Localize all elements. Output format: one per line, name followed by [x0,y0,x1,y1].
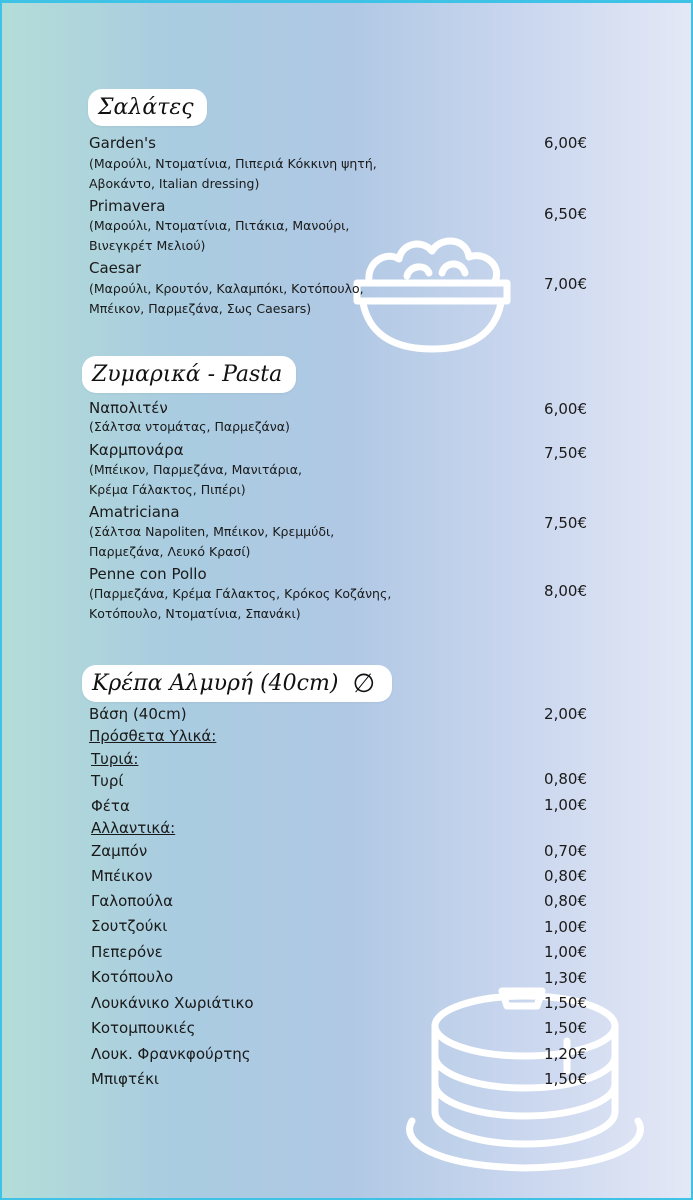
extra-price: 1,00€ [544,918,587,936]
extra-name: Τυρί [91,772,124,790]
extra-name: Λουκάνικο Χωριάτικο [91,994,254,1012]
extra-name: Κοτομπουκιές [91,1019,196,1037]
pasta-desc: Παρμεζάνα, Λευκό Κρασί) [89,544,251,559]
extra-name: Γαλοπούλα [91,892,173,910]
salads-title: Σαλάτες [98,95,194,120]
salad-name: Caesar [89,259,142,277]
extra-price: 0,70€ [544,842,587,860]
extra-price: 1,50€ [544,994,587,1012]
extra-name: Ζαμπόν [91,842,148,860]
extra-name: Μπιφτέκι [91,1070,159,1088]
extra-price: 1,00€ [544,796,587,814]
pasta-title: Ζυμαρικά - Pasta [92,362,283,387]
salad-price: 6,50€ [544,205,587,223]
cheeses-label: Τυριά: [91,750,139,768]
pasta-heading [82,356,296,393]
pasta-desc: (Σάλτσα ντομάτας, Παρμεζάνα) [89,419,290,434]
pasta-price: 6,00€ [544,400,587,418]
extra-name: Φέτα [91,797,130,815]
salad-price: 6,00€ [544,134,587,152]
salad-price: 7,00€ [544,275,587,293]
pasta-price: 7,50€ [544,444,587,462]
crepe-base-name: Βάση (40cm) [89,705,187,723]
crepe-heading [82,665,392,702]
meats-label: Αλλαντικά: [91,819,176,837]
extra-name: Μπέικον [91,867,153,885]
pasta-price: 8,00€ [544,582,587,600]
salad-bowl-icon [347,221,517,356]
salad-desc: (Μαρούλι, Κρουτόν, Καλαμπόκι, Κοτόπουλο, [89,281,364,296]
extra-price: 1,20€ [544,1045,587,1063]
salads-heading [88,89,207,126]
salad-name: Garden's [89,134,156,152]
pasta-name: Penne con Pollo [89,565,207,583]
pasta-desc: Κρέμα Γάλακτος, Πιπέρι) [89,482,246,497]
pasta-desc: (Παρμεζάνα, Κρέμα Γάλακτος, Κρόκος Κοζάνης, [89,586,392,601]
crepe-base-price: 2,00€ [544,705,587,723]
extra-price: 1,00€ [544,943,587,961]
pasta-desc: (Σάλτσα Napoliten, Μπέικον, Κρεμμύδι, [89,524,335,539]
pasta-price: 7,50€ [544,514,587,532]
extra-price: 0,80€ [544,892,587,910]
salad-desc: (Μαρούλι, Ντοματίνια, Πιπεριά Κόκκινη ψητή, [89,156,377,171]
extras-label: Πρόσθετα Υλικά: [89,727,217,745]
extra-name: Πεπερόνε [91,943,163,961]
extra-name: Κοτόπουλο [91,968,174,986]
extra-name: Λουκ. Φρανκφούρτης [91,1045,251,1063]
salad-desc: Βινεγκρέτ Μελιού) [89,238,206,253]
no-symbol-icon: ∅ [352,668,376,699]
crepe-title: Κρέπα Αλμυρή (40cm) [92,671,339,696]
extra-price: 0,80€ [544,770,587,788]
extra-name: Σουτζούκι [91,917,168,935]
salad-desc: Αβοκάντο, Italian dressing) [89,176,260,191]
pasta-name: Ναπολιτέν [89,399,168,417]
extra-price: 1,50€ [544,1070,587,1088]
extra-price: 1,30€ [544,969,587,987]
extra-price: 1,50€ [544,1019,587,1037]
pasta-desc: Κοτόπουλο, Ντοματίνια, Σπανάκι) [89,606,301,621]
pasta-name: Amatriciana [89,503,180,521]
pasta-desc: (Μπέικον, Παρμεζάνα, Μανιτάρια, [89,462,302,477]
salad-name: Primavera [89,197,166,215]
salad-desc: (Μαρούλι, Ντοματίνια, Πιτάκια, Μανούρι, [89,218,350,233]
extra-price: 0,80€ [544,867,587,885]
pasta-name: Καρμπονάρα [89,441,184,459]
salad-desc: Μπέικον, Παρμεζάνα, Σως Caesars) [89,301,312,316]
